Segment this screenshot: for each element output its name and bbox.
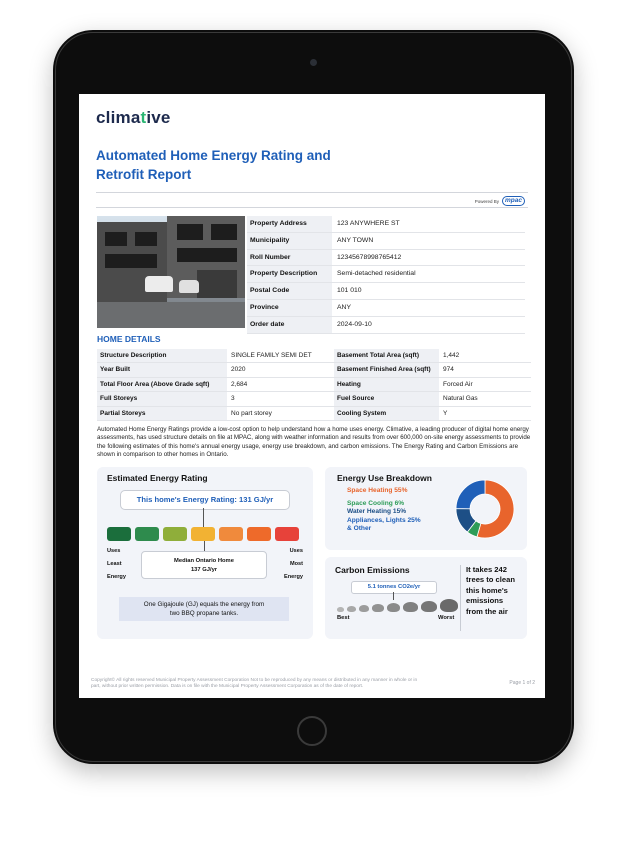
intro-paragraph: Automated Home Energy Ratings provide a low-cost option to help understand how a home uses energy. Climative, a leading producer of digital home energy assessments, has used structure details on file at MPAC, along with weather information and results from over 600,000 on-site energy assessments to provide the following estimates of this home's annual energy usage, energy use breakdown, and carbon emissions. The Energy Rating and Carbon Emissions are shown in comparison to other homes in Ontario. bbox=[97, 426, 531, 459]
scale-label-line: Uses bbox=[107, 548, 121, 554]
trees-line: It takes 242 bbox=[466, 565, 507, 574]
property-row bbox=[247, 283, 525, 300]
detail-label: Total Floor Area (Above Grade sqft) bbox=[97, 378, 227, 391]
legend-other: & Other bbox=[347, 525, 372, 533]
rating-pointer bbox=[203, 508, 204, 527]
property-row bbox=[247, 233, 525, 250]
property-row bbox=[247, 266, 525, 283]
median-pointer bbox=[204, 541, 205, 551]
window bbox=[105, 254, 157, 268]
detail-label: Basement Finished Area (sqft) bbox=[334, 363, 439, 376]
table-row bbox=[97, 363, 531, 377]
property-table bbox=[247, 216, 525, 334]
energy-breakdown-card bbox=[325, 467, 527, 550]
table-row bbox=[97, 349, 531, 363]
window bbox=[177, 248, 237, 262]
property-label: Province bbox=[247, 300, 332, 316]
window bbox=[211, 224, 237, 240]
garage-door bbox=[197, 270, 237, 298]
window bbox=[105, 232, 127, 246]
most-energy-label bbox=[284, 545, 303, 584]
property-photo bbox=[97, 216, 245, 328]
window bbox=[177, 224, 203, 240]
energy-scale-swatch bbox=[191, 527, 215, 541]
report-page bbox=[79, 94, 545, 698]
cloud-icon bbox=[359, 605, 369, 612]
scale-label-line: Uses bbox=[289, 548, 303, 554]
breakdown-legend bbox=[347, 487, 421, 534]
energy-rating-title: Estimated Energy Rating bbox=[107, 473, 208, 483]
powered-by bbox=[475, 196, 525, 206]
donut-slice bbox=[456, 480, 485, 509]
detail-label: Partial Storeys bbox=[97, 407, 227, 420]
property-value: 101 010 bbox=[337, 287, 362, 295]
scale-label-line: Energy bbox=[107, 574, 126, 580]
detail-value: 974 bbox=[443, 366, 454, 374]
property-label: Property Description bbox=[247, 266, 332, 282]
detail-value: 2,684 bbox=[231, 380, 248, 388]
report-title-line2: Retrofit Report bbox=[96, 167, 192, 182]
copyright-footer bbox=[91, 678, 503, 691]
carbon-best-label: Best bbox=[337, 615, 350, 621]
legend-space-cooling: Space Cooling 6% bbox=[347, 499, 405, 507]
report-title-line1: Automated Home Energy Rating and bbox=[96, 148, 331, 163]
trees-line: from the air bbox=[466, 606, 508, 616]
detail-value: No part storey bbox=[231, 409, 272, 417]
car bbox=[145, 276, 173, 292]
cloud-icon bbox=[337, 607, 344, 612]
carbon-title: Carbon Emissions bbox=[335, 565, 410, 575]
carbon-worst-label: Worst bbox=[438, 615, 455, 621]
table-row bbox=[97, 378, 531, 392]
energy-scale-swatch bbox=[163, 527, 187, 541]
property-label: Postal Code bbox=[247, 283, 332, 299]
logo-text-end: ive bbox=[146, 108, 171, 127]
detail-label: Structure Description bbox=[97, 349, 227, 362]
cloud-icon bbox=[440, 599, 458, 612]
property-label: Municipality bbox=[247, 233, 332, 249]
powered-by-label: Powered By bbox=[474, 198, 500, 204]
energy-scale-swatch bbox=[275, 527, 299, 541]
carbon-divider bbox=[460, 565, 461, 631]
driveway bbox=[97, 302, 245, 328]
property-value: 12345678998765412 bbox=[337, 253, 402, 261]
trees-text bbox=[466, 565, 515, 617]
median-value: 137 GJ/yr bbox=[190, 567, 218, 573]
property-value: ANY TOWN bbox=[337, 236, 374, 244]
table-row bbox=[97, 392, 531, 406]
property-value: 123 ANYWHERE ST bbox=[337, 220, 400, 227]
cloud-icon bbox=[347, 606, 356, 612]
legend-space-heating: Space Heating 55% bbox=[347, 487, 408, 494]
median-home-box bbox=[141, 551, 267, 579]
home-details-table bbox=[97, 349, 531, 421]
report-title bbox=[96, 146, 396, 184]
note-line: two BBQ propane tanks. bbox=[169, 610, 239, 617]
property-row bbox=[247, 300, 525, 317]
detail-label: Cooling System bbox=[334, 407, 439, 420]
detail-label: Basement Total Area (sqft) bbox=[334, 349, 439, 362]
car bbox=[179, 280, 199, 293]
property-row bbox=[247, 216, 525, 233]
property-row bbox=[247, 250, 525, 267]
energy-rating-card bbox=[97, 467, 313, 639]
median-label: Median Ontario Home bbox=[174, 558, 234, 564]
property-row bbox=[247, 317, 525, 334]
scale-label-line: Least bbox=[107, 561, 122, 567]
detail-value: Natural Gas bbox=[443, 395, 478, 403]
property-value: ANY bbox=[337, 303, 351, 311]
trees-line: emissions bbox=[466, 596, 504, 606]
detail-value: Y bbox=[443, 409, 448, 417]
scale-label-line: Most bbox=[289, 561, 303, 567]
cloud-icon bbox=[421, 601, 437, 612]
carbon-value: 5.1 tonnes CO2e/yr bbox=[351, 581, 437, 594]
cloud-icon bbox=[387, 603, 400, 612]
legend-water-heating: Water Heating 15% bbox=[347, 508, 407, 516]
detail-label: Fuel Source bbox=[334, 392, 439, 405]
home-button[interactable] bbox=[297, 716, 327, 746]
window bbox=[135, 232, 157, 246]
property-label: Roll Number bbox=[247, 250, 332, 266]
trees-line: this home's bbox=[466, 585, 508, 595]
cloud-icon bbox=[403, 602, 418, 612]
property-value: 2024-09-10 bbox=[337, 320, 372, 328]
detail-label: Year Built bbox=[97, 363, 227, 376]
energy-breakdown-title: Energy Use Breakdown bbox=[337, 473, 432, 483]
scale-label-line: Energy bbox=[284, 574, 303, 580]
logo-text-start: clima bbox=[96, 108, 141, 127]
detail-value: 1,442 bbox=[443, 352, 460, 359]
footer-line: part, without prior written permission. Data is on file with the Municipal Property Assessment Corporation as of the date of report. bbox=[91, 684, 364, 690]
trees-line: trees to clean bbox=[466, 575, 515, 585]
home-details-heading: HOME DETAILS bbox=[97, 334, 161, 344]
climative-logo bbox=[96, 108, 171, 128]
detail-label: Full Storeys bbox=[97, 392, 227, 405]
detail-value: 2020 bbox=[231, 366, 246, 374]
energy-rating-value: This home's Energy Rating: 131 GJ/yr bbox=[120, 490, 290, 510]
energy-donut-chart bbox=[453, 477, 517, 541]
header-divider bbox=[96, 192, 528, 193]
detail-value: SINGLE FAMILY SEMI DET bbox=[231, 352, 312, 359]
energy-scale-swatch bbox=[247, 527, 271, 541]
table-row bbox=[97, 407, 531, 421]
footer-line: Copyright© All rights reserved Municipal Property Assessment Corporation Not to be reproduced by any means or distributed in any manner in whole or in bbox=[91, 678, 418, 683]
property-value: Semi-detached residential bbox=[337, 270, 416, 278]
carbon-cloud-scale bbox=[337, 599, 457, 613]
property-label: Order date bbox=[247, 317, 332, 333]
cloud-icon bbox=[372, 604, 384, 612]
energy-scale-swatch bbox=[219, 527, 243, 541]
energy-scale bbox=[107, 527, 305, 541]
legend-appliances: Appliances, Lights 25% bbox=[347, 516, 421, 524]
detail-value: Forced Air bbox=[443, 380, 473, 388]
camera-icon bbox=[310, 59, 317, 66]
least-energy-label bbox=[107, 545, 126, 584]
header-divider-2 bbox=[96, 207, 528, 208]
page-number: Page 1 of 2 bbox=[509, 680, 535, 686]
note-line: One Gigajoule (GJ) equals the energy from bbox=[143, 601, 265, 608]
gigajoule-note bbox=[119, 597, 289, 621]
mpac-logo: mpac bbox=[502, 196, 525, 206]
logo-text-accent: t bbox=[140, 108, 147, 127]
energy-scale-swatch bbox=[135, 527, 159, 541]
detail-label: Heating bbox=[334, 378, 439, 391]
property-label: Property Address bbox=[247, 216, 332, 232]
detail-value: 3 bbox=[231, 395, 235, 403]
energy-scale-swatch bbox=[107, 527, 131, 541]
carbon-card bbox=[325, 557, 527, 639]
